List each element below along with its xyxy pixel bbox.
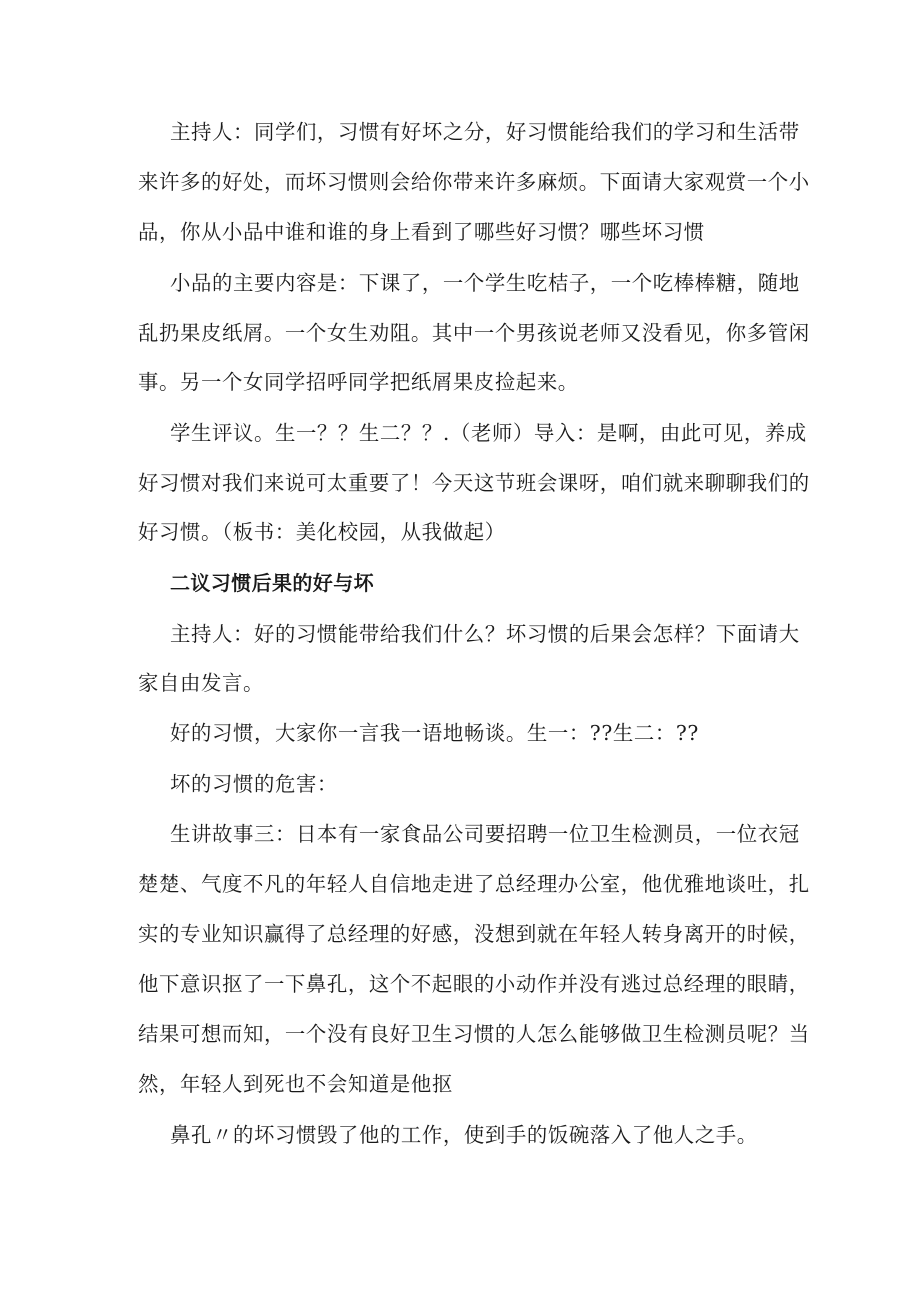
paragraph-line: 主持人：同学们，习惯有好坏之分，好习惯能给我们的学习和生活带 bbox=[170, 120, 800, 144]
paragraph-line: 主持人：好的习惯能带给我们什么？坏习惯的后果会怎样？下面请大 bbox=[170, 622, 800, 646]
paragraph-line: 然，年轻人到死也不会知道是他抠 bbox=[138, 1072, 453, 1096]
paragraph-line: 坏的习惯的危害： bbox=[170, 772, 338, 796]
paragraph-line: 好习惯。（板书：美化校园，从我做起） bbox=[138, 520, 506, 544]
paragraph-line: 家自由发言。 bbox=[138, 671, 264, 695]
paragraph-line: 来许多的好处，而坏习惯则会给你带来许多麻烦。下面请大家观赏一个小 bbox=[138, 170, 810, 194]
section-heading: 二议习惯后果的好与坏 bbox=[170, 571, 374, 595]
paragraph-line: 楚楚、气度不凡的年轻人自信地走进了总经理办公室，他优雅地谈吐，扎 bbox=[138, 872, 810, 896]
paragraph-line: 实的专业知识赢得了总经理的好感，没想到就在年轻人转身离开的时候， bbox=[138, 922, 810, 946]
paragraph-line: 生讲故事三：日本有一家食品公司要招聘一位卫生检测员，一位衣冠 bbox=[170, 822, 800, 846]
paragraph-line: 乱扔果皮纸屑。一个女生劝阻。其中一个男孩说老师又没看见，你多管闲 bbox=[138, 321, 810, 345]
paragraph-line: 小品的主要内容是：下课了，一个学生吃桔子，一个吃棒棒糖，随地 bbox=[170, 271, 800, 295]
paragraph-line: 他下意识抠了一下鼻孔，这个不起眼的小动作并没有逃过总经理的眼睛， bbox=[138, 972, 810, 996]
paragraph-line: 鼻孔〃的坏习惯毁了他的工作，使到手的饭碗落入了他人之手。 bbox=[170, 1123, 758, 1147]
paragraph-line: 好的习惯，大家你一言我一语地畅谈。生一：??生二：?? bbox=[170, 721, 699, 745]
paragraph-line: 结果可想而知，一个没有良好卫生习惯的人怎么能够做卫生检测员呢？当 bbox=[138, 1022, 810, 1046]
paragraph-line: 学生评议。生一？？生二？？.（老师）导入：是啊，由此可见，养成 bbox=[170, 421, 807, 445]
paragraph-line: 好习惯对我们来说可太重要了！今天这节班会课呀，咱们就来聊聊我们的 bbox=[138, 471, 810, 495]
paragraph-line: 事。另一个女同学招呼同学把纸屑果皮捡起来。 bbox=[138, 370, 579, 394]
paragraph-line: 品，你从小品中谁和谁的身上看到了哪些好习惯？哪些坏习惯 bbox=[138, 220, 705, 244]
